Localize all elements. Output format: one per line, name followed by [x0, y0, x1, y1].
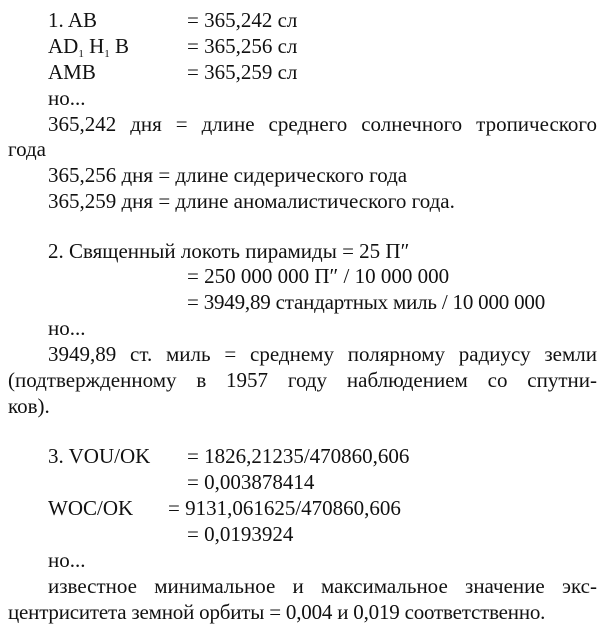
s3-row3-label: WOC/OK [48, 496, 134, 520]
s3-row1-label: 3. VOU/OK [48, 444, 151, 468]
s3-but: но... [48, 548, 86, 572]
s2-para-line1: 3949,89 ст. миль = среднему полярному радиусу земли [48, 342, 597, 366]
s3-row2-value: = 0,003878414 [187, 470, 315, 494]
s1-row3-value: = 365,259 сл [187, 60, 298, 84]
s1-row2-value: = 365,256 сл [187, 34, 298, 58]
s1-para1-line1: 365,242 дня = длине среднего солнечного тропического [48, 112, 597, 136]
s1-row2-sub1: 1 [78, 48, 84, 60]
s3-row3-value: = 9131,061625/470860,606 [168, 496, 401, 520]
s1-para1-line2: года [8, 137, 46, 161]
s2-line2: = 250 000 000 П″ / 10 000 000 [187, 264, 450, 288]
s3-row4-value: = 0,0193924 [187, 522, 294, 546]
s1-row3-label: AMB [48, 60, 96, 84]
s1-row2-label [48, 34, 129, 59]
s1-para3: 365,259 дня = длине аномалистического года. [48, 189, 455, 213]
s1-row1-value: = 365,242 сл [187, 8, 298, 32]
s1-row2-label-end: B [109, 34, 130, 58]
s3-para-line2: центриситета земной орбиты = 0,004 и 0,019 соответственно. [8, 600, 546, 624]
s1-but: но... [48, 86, 86, 110]
s2-line1: 2. Священный локоть пирамиды = 25 П″ [48, 239, 410, 263]
s1-row1-label: 1. AB [48, 8, 98, 32]
s3-row1-value: = 1826,21235/470860,606 [187, 444, 410, 468]
s1-row2-sub2: 1 [104, 48, 110, 60]
s3-para-line1: известное минимальное и максимальное значение экс- [48, 574, 597, 598]
s1-para2: 365,256 дня = длине сидерического года [48, 163, 408, 187]
s1-row2-label-main: AD [48, 34, 79, 58]
s2-para-line3: ков). [8, 394, 50, 418]
s2-line3: = 3949,89 стандартных миль / 10 000 000 [187, 290, 546, 314]
s2-para-line2: (подтвержденному в 1957 году наблюдением со спутни- [8, 368, 597, 392]
s2-but: но... [48, 316, 86, 340]
s1-row2-label-mid: H [83, 34, 105, 58]
